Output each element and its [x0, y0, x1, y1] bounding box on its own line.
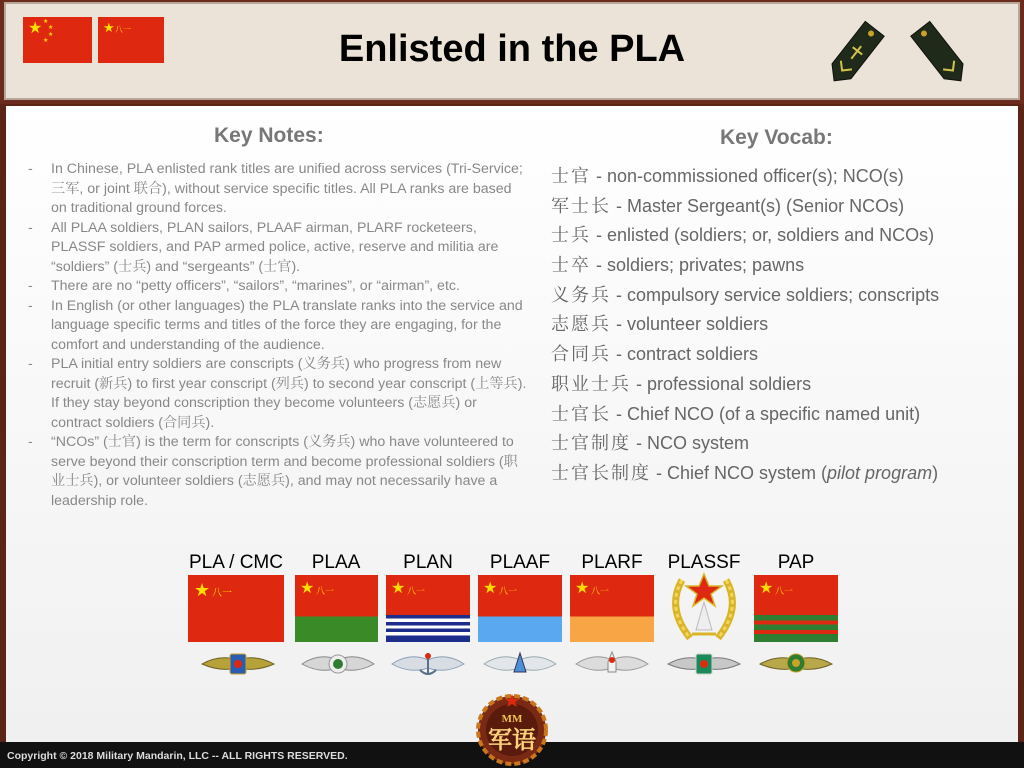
bayi-label: 八一 — [212, 588, 232, 599]
star-icon: ★ — [575, 580, 590, 597]
bayi-label: 八一 — [407, 587, 426, 597]
star-icon: ★ — [194, 580, 211, 600]
vocab-definition: - volunteer soldiers — [611, 314, 769, 335]
large-star-icon: ★ — [28, 20, 43, 37]
vocab-item — [551, 312, 1011, 342]
logo-top-text: MM — [501, 713, 523, 725]
plaaf-badge-icon — [482, 650, 558, 678]
plan-badge-icon — [390, 650, 466, 678]
key-vocab-heading: Key Vocab: — [720, 126, 833, 149]
bayi-label: 八一 — [115, 25, 131, 34]
service-label-pla-cmc: PLA / CMC — [189, 552, 283, 573]
service-label-plaa: PLAA — [311, 552, 361, 573]
service-label-plaaf: PLAAF — [489, 552, 551, 573]
vocab-term: 义务兵 — [551, 284, 611, 306]
pap-badge-icon — [758, 650, 834, 678]
bayi-label: 八一 — [316, 587, 335, 597]
vocab-definition: - contract soldiers — [611, 344, 759, 365]
plaa-badge-icon — [300, 650, 376, 678]
vocab-item — [551, 194, 1011, 224]
bayi-label: 八一 — [591, 587, 610, 597]
flag-plarf — [570, 575, 654, 642]
vocab-definition: - compulsory service soldiers; conscripts — [611, 284, 940, 305]
vocab-term: 职业士兵 — [551, 373, 631, 395]
list-item: - “NCOs” (士官) is the term for conscripts (义务兵) who have volunteered to serve beyond their conscription term and become professional soldiers (职业士兵), or volunteer soldiers (志愿兵), and may not necessarily have a leadership role. — [28, 433, 528, 511]
pla-cmc-badge-icon — [200, 650, 276, 678]
small-star-icon: ★ — [48, 25, 54, 31]
shoulder-board-icon — [900, 14, 980, 94]
service-label-plan: PLAN — [403, 552, 453, 573]
vocab-definition: - soldiers; privates; pawns — [591, 255, 805, 276]
star-icon: ★ — [103, 20, 115, 35]
star-icon: ★ — [300, 580, 315, 597]
vocab-item — [551, 431, 1011, 461]
list-item: - There are no “petty officers”, “sailors”, “marines”, or “airman”, etc. — [28, 277, 528, 297]
vocab-item — [551, 253, 1011, 283]
vocab-term: 士官长 — [551, 403, 611, 425]
logo-main-text: 军语 — [488, 725, 536, 754]
vocab-term: 军士长 — [551, 195, 611, 217]
vocab-term: 士官制度 — [551, 433, 631, 455]
military-mandarin-logo — [474, 690, 550, 768]
flag-plan — [386, 575, 470, 642]
vocab-item — [551, 372, 1011, 402]
star-icon: ★ — [759, 580, 774, 597]
vocab-term: 合同兵 — [551, 344, 611, 366]
list-item: - In Chinese, PLA enlisted rank titles are unified across services (Tri-Service; 三军, or joint 联合), without service specific titles. All PLA ranks are based on traditional ground forces. — [28, 160, 528, 219]
star-icon: ★ — [391, 580, 406, 597]
vocab-term: 士官长制度 — [551, 462, 651, 484]
copyright-text: Copyright © 2018 Military Mandarin, LLC -- ALL RIGHTS RESERVED. — [7, 750, 348, 762]
vocab-definition: - NCO system — [631, 433, 750, 454]
vocab-definition: - Chief NCO (of a specific named unit) — [611, 403, 921, 424]
service-label-pap: PAP — [777, 552, 815, 573]
bayi-label: 八一 — [499, 587, 518, 597]
list-item: - All PLAA soldiers, PLAN sailors, PLAAF airman, PLARF rocketeers, PLASSF soldiers, and PAP armed police, active, reserve and militia are “soldiers” (士兵) and “sergeants” (士官). — [28, 219, 528, 278]
list-item: - In English (or other languages) the PLA translate ranks into the service and language specific terms and titles of the force they are engaging, for the comfort and understanding of the audience. — [28, 297, 528, 356]
vocab-definition: - enlisted (soldiers; or, soldiers and NCOs) — [591, 225, 935, 246]
key-notes-list — [28, 160, 528, 511]
page-title: Enlisted in the PLA — [338, 28, 686, 70]
bayi-label: 八一 — [775, 587, 794, 597]
vocab-item — [551, 223, 1011, 253]
flag-pla-cmc — [188, 575, 284, 642]
star-icon: ★ — [483, 580, 498, 597]
service-label-plarf: PLARF — [581, 552, 643, 573]
vocab-term: 士兵 — [551, 225, 591, 247]
small-star-icon: ★ — [43, 19, 49, 25]
key-notes-heading: Key Notes: — [214, 124, 324, 147]
vocab-definition: - non-commissioned officer(s); NCO(s) — [591, 166, 904, 186]
vocab-item — [551, 164, 1011, 194]
plarf-badge-icon — [574, 650, 650, 678]
vocab-item — [551, 342, 1011, 372]
vocab-definition: - professional soldiers — [631, 373, 812, 394]
small-star-icon: ★ — [43, 38, 49, 44]
key-vocab-list — [551, 164, 1011, 491]
list-item: - PLA initial entry soldiers are conscripts (义务兵) who progress from new recruit (新兵) to first year conscript (列兵) to second year conscript (上等兵). If they stay beyond conscription they become volunteers (志愿兵) or contract soldiers (合同兵). — [28, 355, 528, 433]
vocab-item — [551, 461, 1011, 491]
vocab-item — [551, 402, 1011, 432]
plassf-emblem-icon — [662, 572, 746, 644]
flag-plaa — [295, 575, 378, 642]
vocab-definition: - Chief NCO system ( — [651, 462, 828, 483]
flag-pap — [754, 575, 838, 642]
vocab-term: 士官 — [551, 166, 591, 187]
vocab-definition: - Master Sergeant(s) (Senior NCOs) — [611, 195, 905, 216]
vocab-term: 志愿兵 — [551, 314, 611, 336]
vocab-item — [551, 283, 1011, 313]
vocab-term: 士卒 — [551, 255, 591, 277]
flag-plaaf — [478, 575, 562, 642]
vocab-tail: ) — [932, 462, 939, 483]
service-label-plassf: PLASSF — [667, 552, 741, 573]
plassf-badge-icon — [666, 650, 742, 678]
small-star-icon: ★ — [48, 32, 54, 38]
vocab-emphasis: pilot program — [827, 462, 933, 483]
shoulder-board-icon — [815, 14, 895, 94]
